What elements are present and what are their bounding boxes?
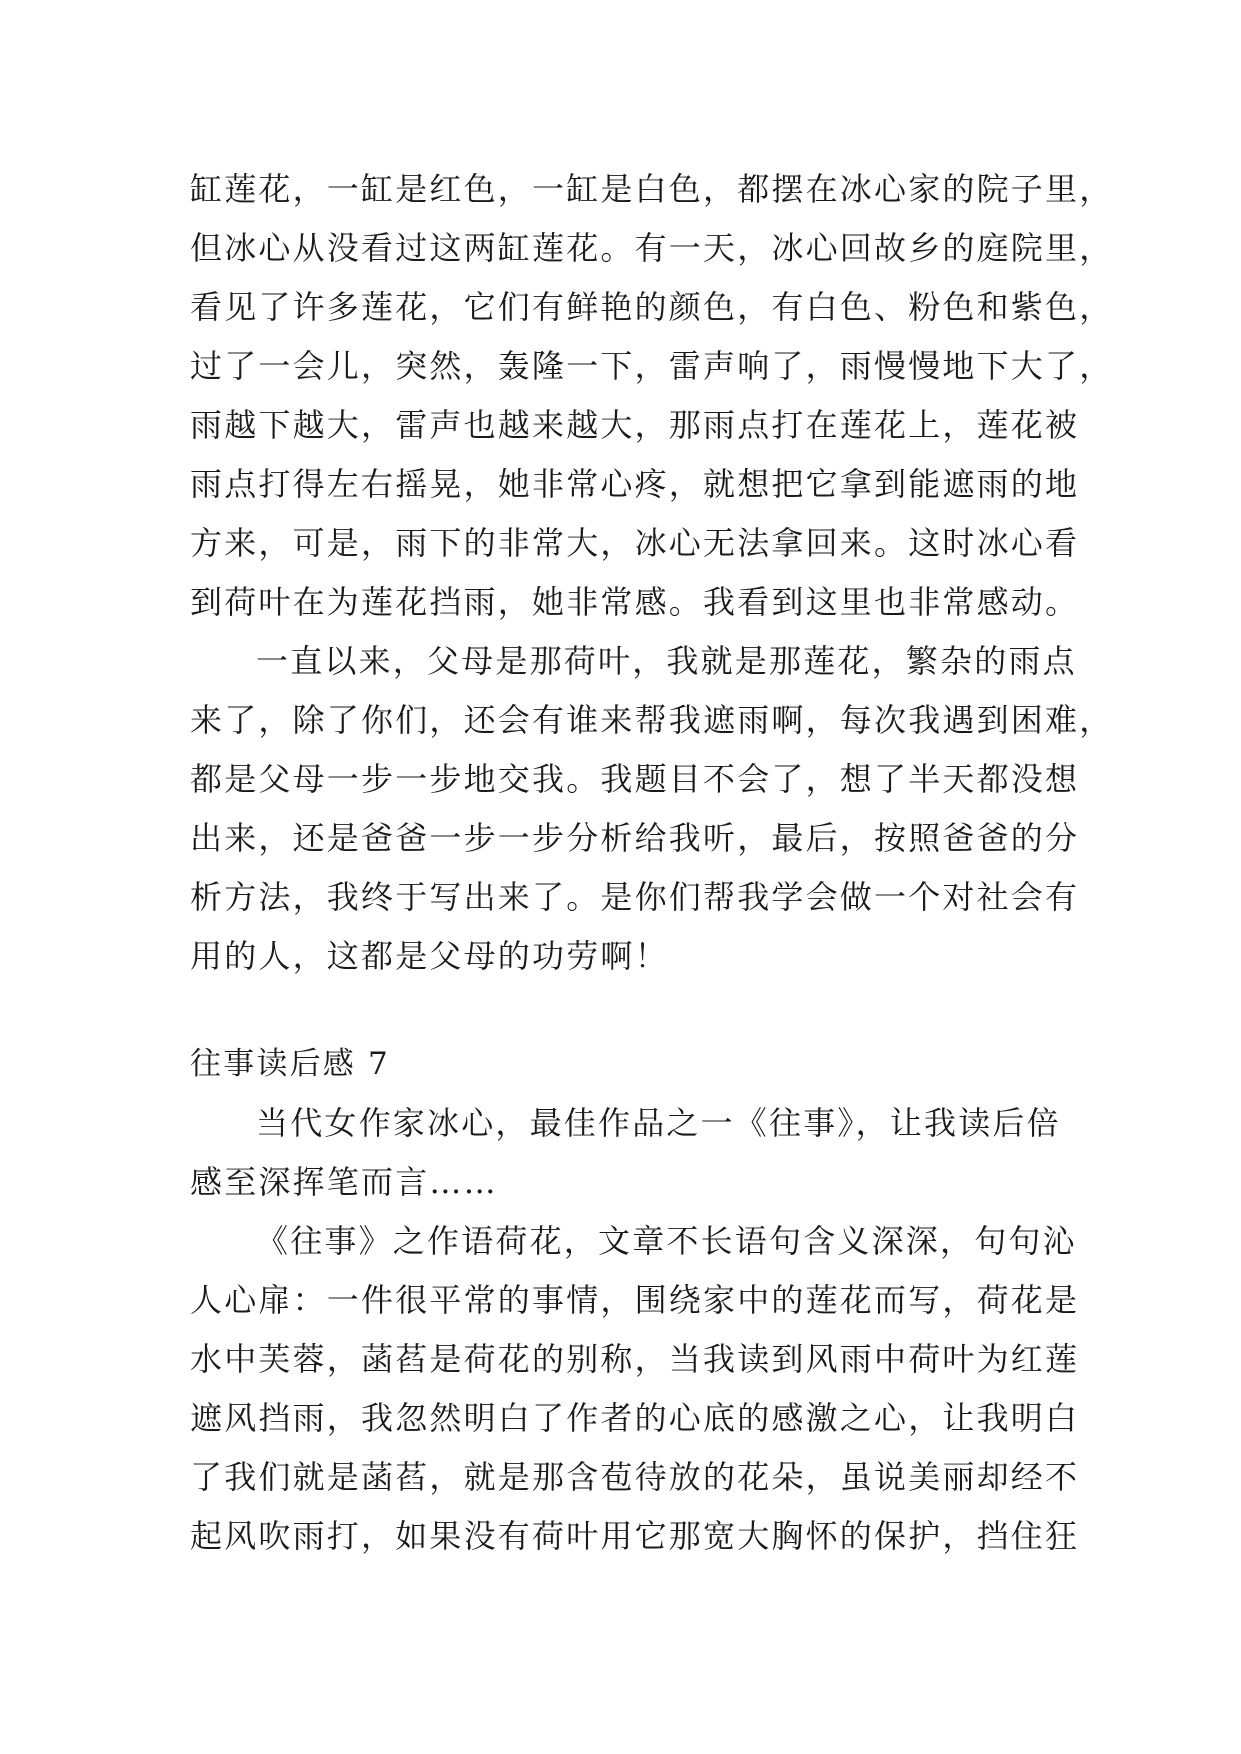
- text-line: 看见了许多莲花，它们有鲜艳的颜色，有白色、粉色和紫色，: [190, 288, 1114, 326]
- text-line: 用的人，这都是父母的功劳啊！: [190, 937, 669, 975]
- text-line: 水中芙蓉，菡萏是荷花的别称，当我读到风雨中荷叶为红莲: [190, 1340, 1080, 1378]
- paragraph-first-line: 当代女作家冰心，最佳作品之一《往事》，让我读后倍: [256, 1104, 1061, 1142]
- paragraph-first-line: 《往事》之作语荷花，文章不长语句含义深深，句句沁: [256, 1222, 1077, 1260]
- text-line: 来了，除了你们，还会有谁来帮我遮雨啊，每次我遇到困难，: [190, 701, 1114, 739]
- text-line: 人心扉：一件很平常的事情，围绕家中的莲花而写，荷花是: [190, 1281, 1080, 1319]
- text-line: 过了一会儿，突然，轰隆一下，雷声响了，雨慢慢地下大了，: [190, 347, 1114, 385]
- text-line: 方来，可是，雨下的非常大，冰心无法拿回来。这时冰心看: [190, 524, 1080, 562]
- text-line: 到荷叶在为莲花挡雨，她非常感。我看到这里也非常感动。: [190, 583, 1080, 621]
- essay-section-7: [190, 1035, 1080, 1566]
- text-line: 析方法，我终于写出来了。是你们帮我学会做一个对社会有: [190, 878, 1080, 916]
- text-line: 起风吹雨打，如果没有荷叶用它那宽大胸怀的保护，挡住狂: [190, 1517, 1080, 1555]
- text-line: 都是父母一步一步地交我。我题目不会了，想了半天都没想: [190, 760, 1080, 798]
- text-line: 感至深挥笔而言……: [190, 1163, 498, 1201]
- section-heading: 往事读后感 7: [190, 1046, 390, 1082]
- text-line: 遮风挡雨，我忽然明白了作者的心底的感激之心，让我明白: [190, 1399, 1080, 1437]
- text-line: 缸莲花，一缸是红色，一缸是白色，都摆在冰心家的院子里，: [190, 170, 1114, 208]
- text-line: 出来，还是爸爸一步一步分析给我听，最后，按照爸爸的分: [190, 819, 1080, 857]
- text-line: 但冰心从没看过这两缸莲花。有一天，冰心回故乡的庭院里，: [190, 229, 1114, 267]
- text-line: 了我们就是菡萏，就是那含苞待放的花朵，虽说美丽却经不: [190, 1458, 1080, 1496]
- text-line: 雨点打得左右摇晃，她非常心疼，就想把它拿到能遮雨的地: [190, 465, 1080, 503]
- paragraph-first-line: 一直以来，父母是那荷叶，我就是那莲花，繁杂的雨点: [256, 642, 1077, 680]
- text-line: 雨越下越大，雷声也越来越大，那雨点打在莲花上，莲花被: [190, 406, 1080, 444]
- essay-continuation: [190, 160, 1114, 986]
